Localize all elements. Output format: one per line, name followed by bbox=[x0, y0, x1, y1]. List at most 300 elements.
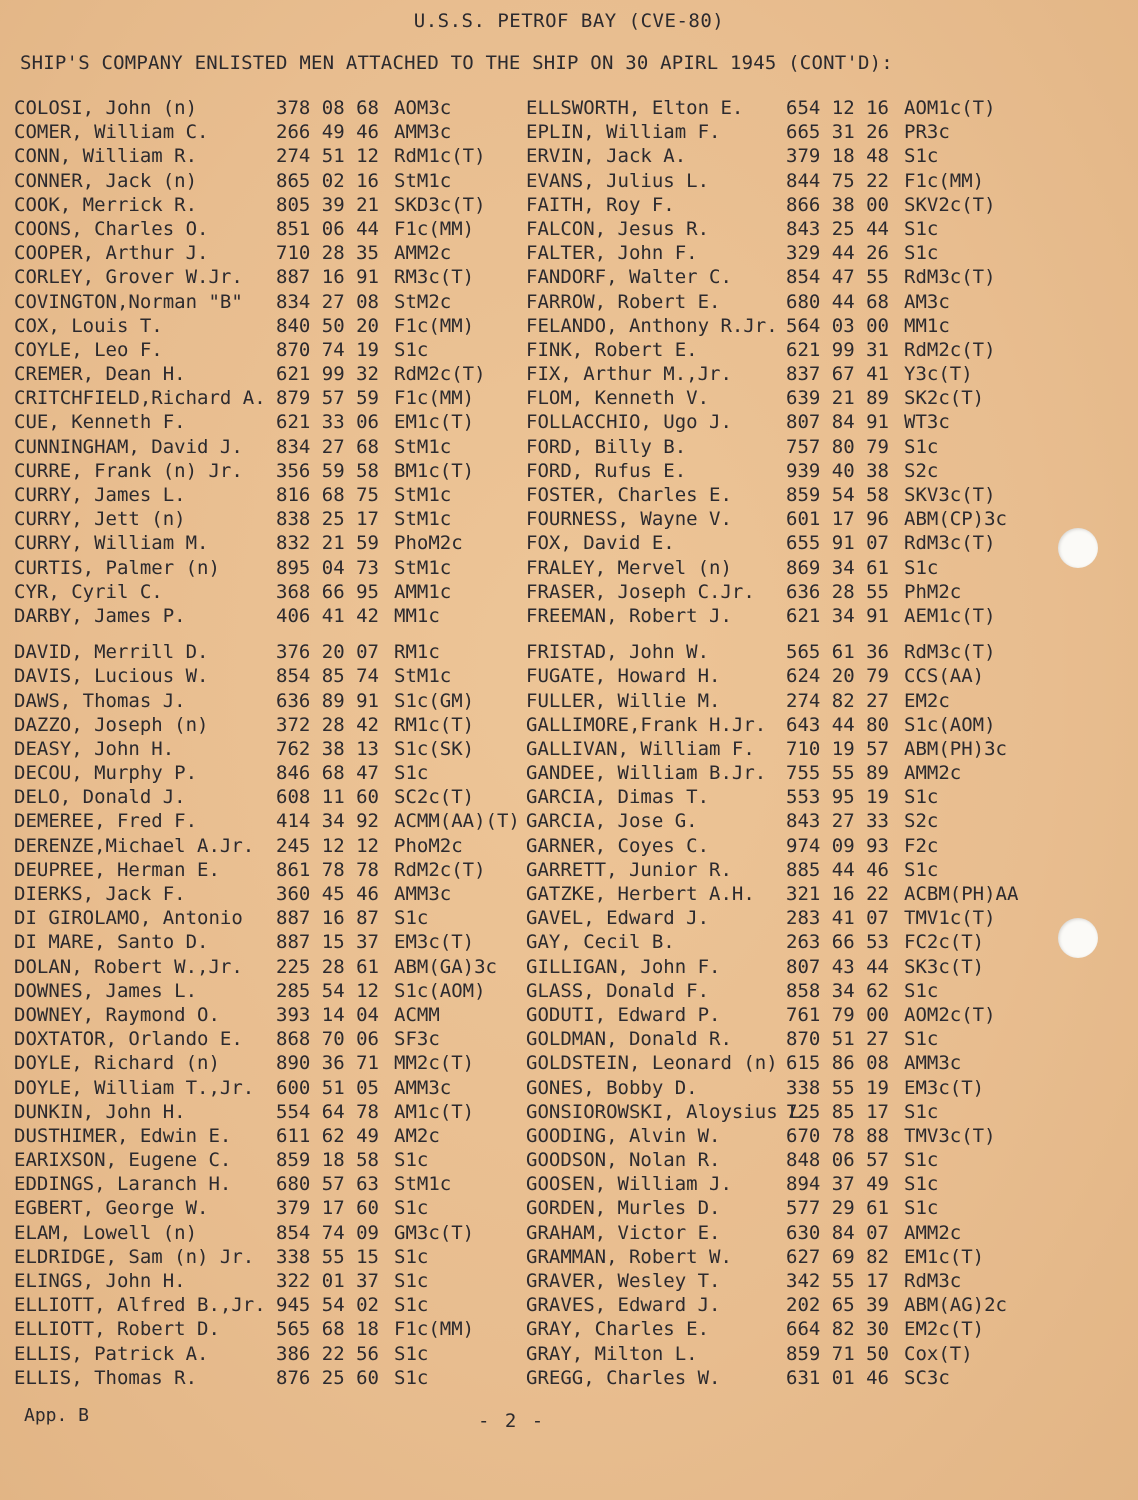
rate: S1c bbox=[394, 1294, 429, 1317]
roster-row bbox=[14, 713, 520, 737]
service-number: 865 02 16 bbox=[276, 169, 379, 192]
roster-row bbox=[526, 241, 1018, 265]
roster-row bbox=[526, 1342, 1018, 1366]
crew-name: DOYLE, William T.,Jr. bbox=[14, 1076, 255, 1099]
roster-row bbox=[14, 761, 520, 785]
roster-row bbox=[14, 1221, 520, 1245]
rate: RdM3c(T) bbox=[904, 532, 996, 555]
roster-row bbox=[526, 882, 1018, 906]
service-number: 846 68 47 bbox=[276, 762, 379, 785]
rate: S1c bbox=[394, 1197, 429, 1220]
roster-row bbox=[14, 556, 520, 580]
roster-row bbox=[526, 979, 1018, 1003]
rate: S1c bbox=[394, 762, 429, 785]
crew-name: GALLIMORE,Frank H.Jr. bbox=[526, 713, 767, 736]
crew-name: COONS, Charles O. bbox=[14, 217, 209, 240]
service-number: 725 85 17 bbox=[786, 1100, 889, 1123]
service-number: 887 16 87 bbox=[276, 907, 379, 930]
rate: RM1c bbox=[394, 641, 440, 664]
roster-row bbox=[526, 809, 1018, 833]
crew-name: DECOU, Murphy P. bbox=[14, 762, 198, 785]
crew-name: DOWNES, James L. bbox=[14, 979, 198, 1002]
rate: RdM1c(T) bbox=[394, 145, 486, 168]
rate: EM1c(T) bbox=[904, 1245, 985, 1268]
rate: S1c(GM) bbox=[394, 689, 475, 712]
roster-row bbox=[526, 1269, 1018, 1293]
rate: F2c bbox=[904, 834, 939, 857]
service-number: 263 66 53 bbox=[786, 931, 889, 954]
crew-name: CURRY, William M. bbox=[14, 532, 209, 555]
crew-name: GREGG, Charles W. bbox=[526, 1366, 721, 1389]
rate: S1c bbox=[904, 556, 939, 579]
roster-row bbox=[14, 809, 520, 833]
crew-name: DOLAN, Robert W.,Jr. bbox=[14, 955, 243, 978]
rate: S1c bbox=[394, 1149, 429, 1172]
crew-name: DAVID, Merrill D. bbox=[14, 641, 209, 664]
rate: S1c bbox=[394, 1270, 429, 1292]
service-number: 636 89 91 bbox=[276, 689, 379, 712]
rate: S2c bbox=[904, 459, 939, 482]
service-number: 858 34 62 bbox=[786, 979, 889, 1002]
roster-row bbox=[14, 362, 520, 386]
crew-name: FLOM, Kenneth V. bbox=[526, 387, 710, 410]
roster-row bbox=[14, 1100, 520, 1124]
service-number: 577 29 61 bbox=[786, 1197, 889, 1220]
rate: S1c bbox=[904, 242, 939, 265]
service-number: 600 51 05 bbox=[276, 1076, 379, 1099]
crew-name: DI GIROLAMO, Antonio bbox=[14, 907, 243, 930]
service-number: 869 34 61 bbox=[786, 556, 889, 579]
crew-name: GRAHAM, Victor E. bbox=[526, 1221, 721, 1244]
rate: SK3c(T) bbox=[904, 955, 985, 978]
rate: F1c(MM) bbox=[394, 314, 475, 337]
roster-row bbox=[526, 1076, 1018, 1100]
service-number: 225 28 61 bbox=[276, 955, 379, 978]
roster-row bbox=[14, 1366, 520, 1390]
crew-name: GRAVER, Wesley T. bbox=[526, 1270, 721, 1292]
service-number: 757 80 79 bbox=[786, 435, 889, 458]
roster-row bbox=[526, 169, 1018, 193]
roster-row bbox=[526, 1051, 1018, 1075]
crew-name: GAVEL, Edward J. bbox=[526, 907, 710, 930]
service-number: 553 95 19 bbox=[786, 786, 889, 809]
crew-name: COMER, William C. bbox=[14, 121, 209, 144]
rate: EM2c bbox=[904, 689, 950, 712]
rate: RdM2c(T) bbox=[394, 363, 486, 386]
crew-name: EDDINGS, Laranch H. bbox=[14, 1173, 232, 1196]
roster-row bbox=[14, 737, 520, 761]
section-gap bbox=[14, 628, 520, 640]
punch-hole bbox=[1058, 918, 1098, 958]
roster-row bbox=[14, 858, 520, 882]
crew-name: DAVIS, Lucious W. bbox=[14, 665, 209, 688]
crew-name: FALCON, Jesus R. bbox=[526, 217, 710, 240]
service-number: 854 74 09 bbox=[276, 1221, 379, 1244]
crew-name: GRAY, Charles E. bbox=[526, 1318, 710, 1341]
roster-right-column bbox=[526, 96, 1018, 1390]
rate: AMM3c bbox=[394, 121, 452, 144]
service-number: 840 50 20 bbox=[276, 314, 379, 337]
service-number: 854 47 55 bbox=[786, 266, 889, 289]
roster-row bbox=[526, 96, 1018, 120]
service-number: 859 54 58 bbox=[786, 484, 889, 506]
roster-row bbox=[14, 144, 520, 168]
service-number: 356 59 58 bbox=[276, 459, 379, 482]
crew-name: GOLDMAN, Donald R. bbox=[526, 1028, 732, 1051]
roster-row bbox=[526, 955, 1018, 979]
rate: StM1c bbox=[394, 435, 452, 458]
roster-row bbox=[14, 1027, 520, 1051]
rate: AMM2c bbox=[904, 762, 962, 785]
roster-row bbox=[526, 1317, 1018, 1341]
roster-row bbox=[14, 1196, 520, 1220]
rate: StM1c bbox=[394, 484, 452, 506]
crew-name: GATZKE, Herbert A.H. bbox=[526, 883, 755, 905]
crew-name: GORDEN, Murles D. bbox=[526, 1197, 721, 1220]
service-number: 565 61 36 bbox=[786, 641, 889, 664]
roster-row bbox=[14, 604, 520, 628]
service-number: 843 25 44 bbox=[786, 217, 889, 240]
service-number: 807 43 44 bbox=[786, 955, 889, 978]
rate: F1c(MM) bbox=[394, 217, 475, 240]
rate: F1c(MM) bbox=[394, 1318, 475, 1341]
service-number: 274 51 12 bbox=[276, 145, 379, 168]
roster-row bbox=[526, 1027, 1018, 1051]
service-number: 643 44 80 bbox=[786, 713, 889, 736]
rate: AMM3c bbox=[394, 883, 452, 905]
service-number: 807 84 91 bbox=[786, 411, 889, 434]
service-number: 202 65 39 bbox=[786, 1294, 889, 1317]
service-number: 680 57 63 bbox=[276, 1173, 379, 1196]
roster-row bbox=[526, 1003, 1018, 1027]
crew-name: ERVIN, Jack A. bbox=[526, 145, 687, 168]
service-number: 322 01 37 bbox=[276, 1270, 379, 1292]
roster-left-column bbox=[14, 96, 520, 1390]
service-number: 274 82 27 bbox=[786, 689, 889, 712]
page-number: - 2 - bbox=[478, 1410, 546, 1432]
roster-row bbox=[526, 1366, 1018, 1390]
crew-name: EARIXSON, Eugene C. bbox=[14, 1149, 232, 1172]
rate: S1c bbox=[394, 1366, 429, 1389]
service-number: 621 99 31 bbox=[786, 338, 889, 361]
service-number: 621 33 06 bbox=[276, 411, 379, 434]
rate: Cox(T) bbox=[904, 1342, 973, 1365]
crew-name: FOSTER, Charles E. bbox=[526, 484, 732, 506]
rate: RdM3c(T) bbox=[904, 266, 996, 289]
service-number: 870 74 19 bbox=[276, 338, 379, 361]
crew-name: COOPER, Arthur J. bbox=[14, 242, 209, 265]
service-number: 338 55 19 bbox=[786, 1076, 889, 1099]
roster-row bbox=[526, 483, 1018, 507]
rate: TMV3c(T) bbox=[904, 1124, 996, 1147]
page-title: U.S.S. PETROF BAY (CVE-80) bbox=[413, 10, 725, 32]
rate: AM3c bbox=[904, 290, 950, 313]
roster-row bbox=[14, 689, 520, 713]
roster-row bbox=[14, 531, 520, 555]
service-number: 895 04 73 bbox=[276, 556, 379, 579]
crew-name: GARCIA, Jose G. bbox=[526, 810, 698, 833]
service-number: 611 62 49 bbox=[276, 1124, 379, 1147]
roster-row bbox=[526, 556, 1018, 580]
crew-name: EPLIN, William F. bbox=[526, 121, 721, 144]
rate: AM1c(T) bbox=[394, 1100, 475, 1123]
rate: GM3c(T) bbox=[394, 1221, 475, 1244]
service-number: 621 34 91 bbox=[786, 604, 889, 627]
roster-row bbox=[14, 1342, 520, 1366]
service-number: 393 14 04 bbox=[276, 1003, 379, 1026]
roster-row bbox=[14, 1124, 520, 1148]
rate: PR3c bbox=[904, 121, 950, 144]
roster-row bbox=[14, 120, 520, 144]
rate: StM1c bbox=[394, 665, 452, 688]
roster-row bbox=[526, 1172, 1018, 1196]
rate: ABM(AG)2c bbox=[904, 1294, 1007, 1317]
service-number: 844 75 22 bbox=[786, 169, 889, 192]
crew-name: FAITH, Roy F. bbox=[526, 193, 675, 216]
rate: SC3c bbox=[904, 1366, 950, 1389]
rate: S1c bbox=[904, 1028, 939, 1051]
rate: RM3c(T) bbox=[394, 266, 475, 289]
service-number: 631 01 46 bbox=[786, 1366, 889, 1389]
roster-row bbox=[526, 1100, 1018, 1124]
crew-name: FUGATE, Howard H. bbox=[526, 665, 721, 688]
roster-row bbox=[526, 580, 1018, 604]
roster-row bbox=[14, 459, 520, 483]
service-number: 805 39 21 bbox=[276, 193, 379, 216]
rate: EM3c(T) bbox=[904, 1076, 985, 1099]
crew-name: GONES, Bobby D. bbox=[526, 1076, 698, 1099]
rate: ACBM(PH)AA bbox=[904, 883, 1019, 905]
rate: AOM3c bbox=[394, 97, 452, 119]
roster-row bbox=[526, 640, 1018, 664]
crew-name: DOYLE, Richard (n) bbox=[14, 1052, 220, 1075]
page-subtitle: SHIP'S COMPANY ENLISTED MEN ATTACHED TO THE SHIP ON 30 APIRL 1945 (CONT'D): bbox=[20, 52, 893, 74]
roster-row bbox=[526, 906, 1018, 930]
rate: ACMM bbox=[394, 1003, 440, 1026]
rate: SF3c bbox=[394, 1028, 440, 1051]
service-number: 834 27 68 bbox=[276, 435, 379, 458]
rate: StM1c bbox=[394, 556, 452, 579]
service-number: 372 28 42 bbox=[276, 713, 379, 736]
crew-name: CREMER, Dean H. bbox=[14, 363, 186, 386]
rate: SKD3c(T) bbox=[394, 193, 486, 216]
crew-name: FALTER, John F. bbox=[526, 242, 698, 265]
service-number: 876 25 60 bbox=[276, 1366, 379, 1389]
crew-name: CRITCHFIELD,Richard A. bbox=[14, 387, 266, 410]
service-number: 866 38 00 bbox=[786, 193, 889, 216]
service-number: 710 28 35 bbox=[276, 242, 379, 265]
roster-row bbox=[14, 1076, 520, 1100]
service-number: 894 37 49 bbox=[786, 1173, 889, 1196]
punch-hole bbox=[1058, 528, 1098, 568]
roster-row bbox=[526, 1221, 1018, 1245]
service-number: 838 25 17 bbox=[276, 508, 379, 531]
service-number: 832 21 59 bbox=[276, 532, 379, 555]
service-number: 843 27 33 bbox=[786, 810, 889, 833]
roster-row bbox=[526, 761, 1018, 785]
service-number: 621 99 32 bbox=[276, 363, 379, 386]
roster-row bbox=[526, 410, 1018, 434]
rate: BM1c(T) bbox=[394, 459, 475, 482]
service-number: 670 78 88 bbox=[786, 1124, 889, 1147]
crew-name: ELAM, Lowell (n) bbox=[14, 1221, 198, 1244]
roster-row bbox=[14, 930, 520, 954]
service-number: 710 19 57 bbox=[786, 737, 889, 760]
crew-name: GRAMMAN, Robert W. bbox=[526, 1245, 732, 1268]
crew-name: FOURNESS, Wayne V. bbox=[526, 508, 732, 531]
rate: AMM1c bbox=[394, 580, 452, 603]
roster-row bbox=[14, 882, 520, 906]
rate: Y3c(T) bbox=[904, 363, 973, 386]
crew-name: DUNKIN, John H. bbox=[14, 1100, 186, 1123]
appendix-label: App. B bbox=[24, 1405, 90, 1426]
crew-name: COLOSI, John (n) bbox=[14, 97, 198, 119]
crew-name: GOODSON, Nolan R. bbox=[526, 1149, 721, 1172]
rate: WT3c bbox=[904, 411, 950, 434]
rate: AOM2c(T) bbox=[904, 1003, 996, 1026]
crew-name: FORD, Rufus E. bbox=[526, 459, 687, 482]
crew-name: GONSIOROWSKI, Aloysius L. bbox=[526, 1100, 812, 1123]
roster-row bbox=[526, 1196, 1018, 1220]
roster-row bbox=[14, 96, 520, 120]
crew-name: ELLSWORTH, Elton E. bbox=[526, 97, 744, 119]
rate: S1c bbox=[394, 1342, 429, 1365]
roster-row bbox=[14, 906, 520, 930]
crew-name: CUNNINGHAM, David J. bbox=[14, 435, 243, 458]
rate: S1c bbox=[904, 1197, 939, 1220]
crew-name: FIX, Arthur M.,Jr. bbox=[526, 363, 732, 386]
roster-row bbox=[526, 265, 1018, 289]
crew-name: ELLIS, Thomas R. bbox=[14, 1366, 198, 1389]
crew-name: DEMEREE, Fred F. bbox=[14, 810, 198, 833]
service-number: 945 54 02 bbox=[276, 1294, 379, 1317]
rate: S1c bbox=[394, 1245, 429, 1268]
service-number: 329 44 26 bbox=[786, 242, 889, 265]
service-number: 342 55 17 bbox=[786, 1270, 889, 1292]
crew-name: FORD, Billy B. bbox=[526, 435, 687, 458]
roster-row bbox=[14, 955, 520, 979]
crew-name: FRALEY, Mervel (n) bbox=[526, 556, 732, 579]
service-number: 654 12 16 bbox=[786, 97, 889, 119]
service-number: 368 66 95 bbox=[276, 580, 379, 603]
rate: S1c bbox=[904, 786, 939, 809]
roster-row bbox=[14, 507, 520, 531]
roster-row bbox=[14, 1269, 520, 1293]
rate: MM1c bbox=[904, 314, 950, 337]
service-number: 615 86 08 bbox=[786, 1052, 889, 1075]
roster-row bbox=[14, 410, 520, 434]
crew-name: GANDEE, William B.Jr. bbox=[526, 762, 767, 785]
roster-row bbox=[14, 241, 520, 265]
crew-name: GOLDSTEIN, Leonard (n) bbox=[526, 1052, 778, 1075]
service-number: 338 55 15 bbox=[276, 1245, 379, 1268]
crew-name: GOODING, Alvin W. bbox=[526, 1124, 721, 1147]
crew-name: DAZZO, Joseph (n) bbox=[14, 713, 209, 736]
service-number: 680 44 68 bbox=[786, 290, 889, 313]
rate: PhoM2c bbox=[394, 532, 463, 555]
crew-name: CURRY, James L. bbox=[14, 484, 186, 506]
crew-name: GOOSEN, William J. bbox=[526, 1173, 732, 1196]
crew-name: FARROW, Robert E. bbox=[526, 290, 721, 313]
service-number: 761 79 00 bbox=[786, 1003, 889, 1026]
crew-name: CURTIS, Palmer (n) bbox=[14, 556, 220, 579]
roster-row bbox=[526, 713, 1018, 737]
service-number: 360 45 46 bbox=[276, 883, 379, 905]
crew-name: DIERKS, Jack F. bbox=[14, 883, 186, 905]
rate: MM1c bbox=[394, 604, 440, 627]
service-number: 283 41 07 bbox=[786, 907, 889, 930]
service-number: 376 20 07 bbox=[276, 641, 379, 664]
rate: AMM3c bbox=[904, 1052, 962, 1075]
service-number: 665 31 26 bbox=[786, 121, 889, 144]
rate: FC2c(T) bbox=[904, 931, 985, 954]
rate: S1c bbox=[904, 979, 939, 1002]
crew-name: EVANS, Julius L. bbox=[526, 169, 710, 192]
rate: ABM(CP)3c bbox=[904, 508, 1007, 531]
rate: S1c bbox=[904, 435, 939, 458]
roster-row bbox=[14, 338, 520, 362]
rate: SK2c(T) bbox=[904, 387, 985, 410]
roster-row bbox=[14, 640, 520, 664]
crew-name: ELLIOTT, Alfred B.,Jr. bbox=[14, 1294, 266, 1317]
rate: S1c(AOM) bbox=[394, 979, 486, 1002]
crew-name: FOX, David E. bbox=[526, 532, 675, 555]
crew-name: FELANDO, Anthony R.Jr. bbox=[526, 314, 778, 337]
roster-row bbox=[14, 1172, 520, 1196]
rate: PhoM2c bbox=[394, 834, 463, 857]
roster-row bbox=[526, 217, 1018, 241]
rate: F1c(MM) bbox=[904, 169, 985, 192]
roster-row bbox=[526, 193, 1018, 217]
service-number: 406 41 42 bbox=[276, 604, 379, 627]
roster-row bbox=[526, 834, 1018, 858]
roster-row bbox=[14, 1051, 520, 1075]
rate: RdM2c(T) bbox=[394, 858, 486, 881]
crew-name: DEUPREE, Herman E. bbox=[14, 858, 220, 881]
roster-row bbox=[526, 1124, 1018, 1148]
service-number: 887 15 37 bbox=[276, 931, 379, 954]
service-number: 868 70 06 bbox=[276, 1028, 379, 1051]
rate: SKV3c(T) bbox=[904, 484, 996, 506]
rate: TMV1c(T) bbox=[904, 907, 996, 930]
roster-row bbox=[526, 459, 1018, 483]
service-number: 379 17 60 bbox=[276, 1197, 379, 1220]
crew-name: GRAY, Milton L. bbox=[526, 1342, 698, 1365]
service-number: 245 12 12 bbox=[276, 834, 379, 857]
rate: RdM2c(T) bbox=[904, 338, 996, 361]
crew-name: CONN, William R. bbox=[14, 145, 198, 168]
rate: CCS(AA) bbox=[904, 665, 985, 688]
crew-name: CORLEY, Grover W.Jr. bbox=[14, 266, 243, 289]
roster-row bbox=[14, 580, 520, 604]
roster-row bbox=[526, 290, 1018, 314]
service-number: 859 18 58 bbox=[276, 1149, 379, 1172]
roster-row bbox=[14, 435, 520, 459]
rate: S1c bbox=[904, 1149, 939, 1172]
crew-name: GODUTI, Edward P. bbox=[526, 1003, 721, 1026]
roster-row bbox=[14, 785, 520, 809]
rate: S1c bbox=[394, 907, 429, 930]
rate: S1c(AOM) bbox=[904, 713, 996, 736]
service-number: 859 71 50 bbox=[786, 1342, 889, 1365]
roster-row bbox=[14, 664, 520, 688]
crew-name: COVINGTON,Norman "B" bbox=[14, 290, 243, 313]
crew-name: DELO, Donald J. bbox=[14, 786, 186, 809]
rate: EM1c(T) bbox=[394, 411, 475, 434]
service-number: 974 09 93 bbox=[786, 834, 889, 857]
roster-row bbox=[526, 1148, 1018, 1172]
roster-row bbox=[14, 483, 520, 507]
